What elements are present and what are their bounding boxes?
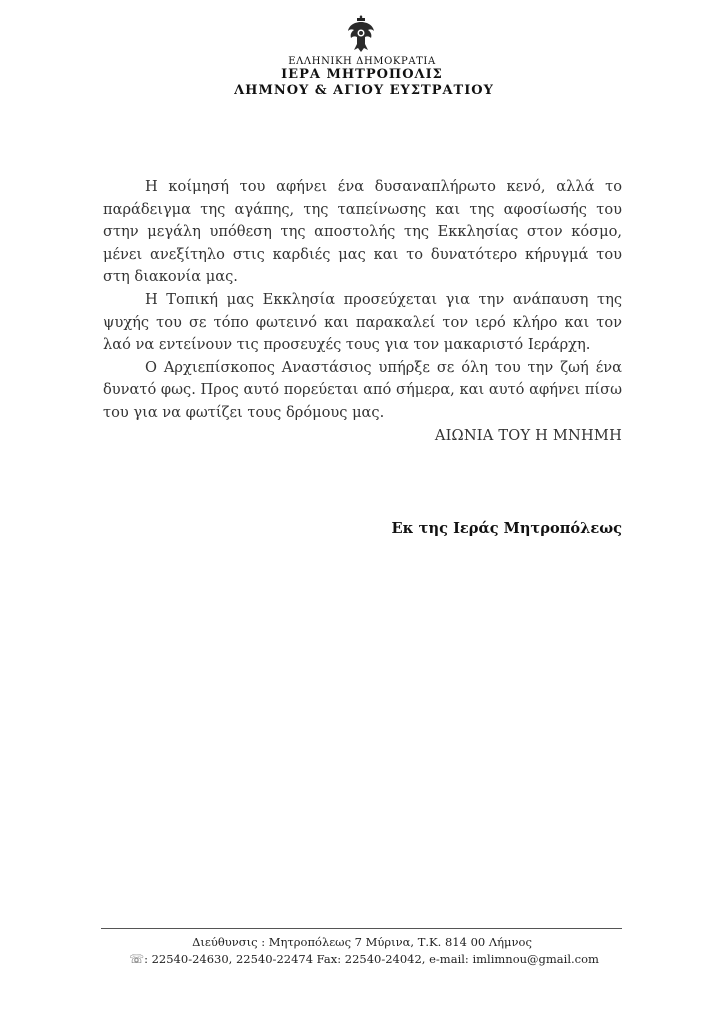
header-region: ΛΗΜΝΟΥ & ΑΓΙΟΥ ΕΥΣΤΡΑΤΙΟΥ: [234, 83, 494, 98]
header-country: ΕΛΛΗΝΙΚΗ ΔΗΜΟΚΡΑΤΙΑ: [288, 56, 436, 67]
footer-contacts: [2, 952, 724, 966]
signature: Εκ της Ιεράς Μητροπόλεως: [391, 520, 622, 537]
telephone-icon: ☏: [129, 952, 145, 966]
double-headed-eagle-icon: [346, 14, 376, 54]
closing-line: ΑΙΩΝΙΑ ΤΟΥ Η ΜΝΗΜΗ: [434, 426, 622, 444]
paragraph: Ο Αρχιεπίσκοπος Αναστάσιος υπήρξε σε όλη του την ζωή ένα δυνατό φως. Προς αυτό πορεύεται από σήμερα, και αυτό αφήνει πίσω του για να φωτίζει τους δρόμους μας.: [103, 358, 622, 421]
footer-address: Διεύθυνσις : Μητροπόλεως 7 Μύρινα, Τ.Κ. 814 00 Λήμνος: [192, 935, 532, 949]
footer-contact-details: : 22540-24630, 22540-22474 Fax: 22540-24042, e-mail: imlimnou@gmail.com: [144, 952, 599, 966]
paragraph: Η κοίμησή του αφήνει ένα δυσαναπλήρωτο κενό, αλλά το παράδειγμα της αγάπης, της ταπείνωσης και της αφοσίωσής του στην μεγάλη υπόθεση της αποστολής της Εκκλησίας στον κόσμο, μένει ανεξίτηλο στις καρδιές μας και το δυνατότερο κήρυγμά του στη διακονία μας.: [103, 178, 622, 286]
paragraph: Η Τοπική μας Εκκλησία προσεύχεται για την ανάπαυση της ψυχής του σε τόπο φωτεινό και παρακαλεί τον ιερό κλήρο και τον λαό να εντείνουν τις προσευχές τους για τον μακαριστό Ιεράρχη.: [103, 290, 622, 354]
letter-body: [103, 176, 622, 447]
footer-divider: [101, 928, 622, 929]
header-metropolis: ΙΕΡΑ ΜΗΤΡΟΠΟΛΙΣ: [281, 67, 443, 82]
